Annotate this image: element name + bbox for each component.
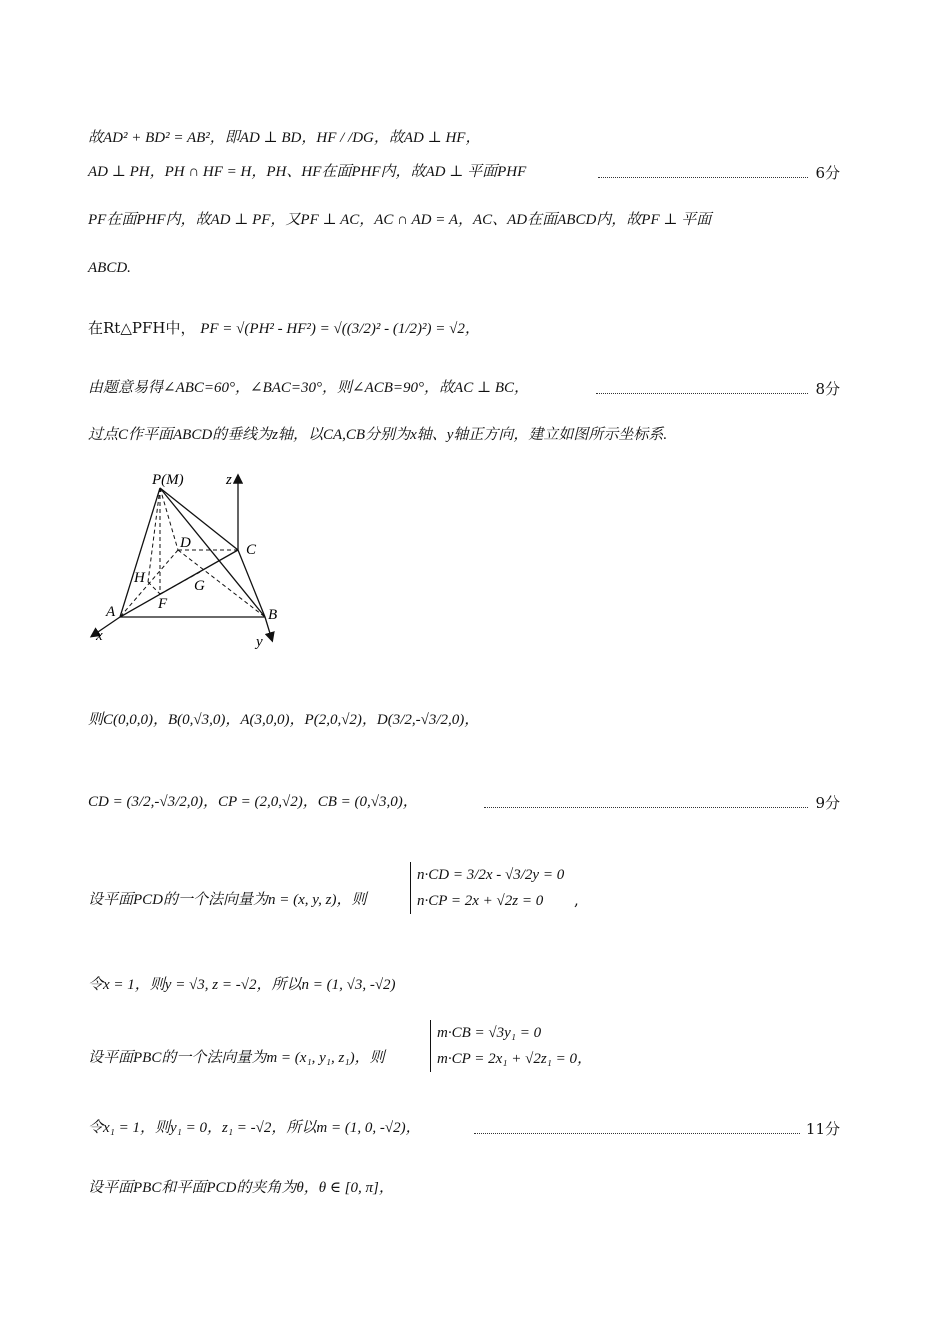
system-pbc-eq2: m·CP = 2x₁ + √2z₁ = 0，: [437, 1051, 593, 1067]
proof-line-1: 故AD² + BD² = AB²，即AD ⊥ BD，HF / /DG，故AD ⊥ HF，: [88, 130, 481, 146]
score-8: 8分: [815, 380, 840, 398]
line-5-formula: PF = √(PH² - HF²) = √((3/2)² - (1/2)²) = √2，: [200, 321, 480, 337]
edge-PC: [160, 488, 238, 550]
leader-dots-6: [598, 177, 808, 178]
proof-line-14: 设平面PBC和平面PCD的夹角为θ，θ ∈ [0, π]，: [88, 1180, 394, 1196]
line-10-prefix: 设平面PCD的一个法向量为n = (x, y, z)，则: [88, 892, 367, 908]
line-5-prefix: 在Rt△PFH中，: [88, 319, 196, 337]
system-pbc-eq1: m·CB = √3y₁ = 0: [437, 1025, 542, 1041]
proof-line-5: [88, 318, 838, 339]
label-F: F: [158, 596, 168, 612]
label-z: z: [226, 472, 232, 488]
label-y: y: [256, 634, 263, 650]
system-pbc: [430, 1020, 592, 1072]
line-12-prefix: 设平面PBC的一个法向量为m = (x₁, y₁, z₁)，则: [88, 1050, 385, 1066]
system-pcd: [410, 862, 564, 914]
label-P: P(M): [152, 472, 184, 488]
proof-line-7: 过点C作平面ABCD的垂线为z轴，以CA,CB分别为x轴、y轴正方向，建立如图所示坐标系.: [88, 427, 668, 443]
proof-line-4: ABCD.: [88, 260, 131, 276]
leader-dots-9: [484, 807, 808, 808]
proof-line-2: AD ⊥ PH，PH ∩ HF = H，PH、HF在面PHF内，故AD ⊥ 平面PHF: [88, 164, 527, 180]
proof-line-12: [88, 1020, 838, 1080]
edge-HF: [148, 582, 160, 594]
score-6: 6分: [815, 164, 840, 182]
edge-PH: [148, 488, 160, 582]
pyramid-figure: [80, 462, 300, 657]
proof-line-6: 由题意易得∠ABC=60°，∠BAC=30°，则∠ACB=90°，故AC ⊥ BC，: [88, 380, 529, 396]
label-C: C: [246, 542, 257, 558]
proof-line-9: CD = (3/2,-√3/2,0)，CP = (2,0,√2)，CB = (0,√3,0)，: [88, 794, 418, 810]
label-A: A: [106, 604, 116, 620]
score-11: 11分: [805, 1120, 840, 1138]
proof-line-8: 则C(0,0,0)，B(0,√3,0)，A(3,0,0)，P(2,0,√2)，D(3/2,-√3/2,0)，: [88, 712, 480, 728]
label-H: H: [134, 570, 145, 586]
leader-dots-11: [474, 1133, 800, 1134]
label-B: B: [268, 607, 278, 623]
system-pcd-eq1: n·CD = 3/2x - √3/2y = 0: [417, 867, 565, 883]
leader-dots-8: [596, 393, 808, 394]
proof-line-11: 令x = 1，则y = √3, z = -√2，所以n = (1, √3, -√2): [88, 977, 396, 993]
line-10-comma: ,: [574, 891, 579, 909]
label-D: D: [180, 535, 191, 551]
score-9: 9分: [815, 794, 840, 812]
label-G: G: [194, 578, 205, 594]
system-pcd-eq2: n·CP = 2x + √2z = 0: [417, 893, 544, 909]
proof-line-10: [88, 862, 838, 922]
edge-PD: [160, 488, 178, 550]
proof-line-13: 令x₁ = 1，则y₁ = 0，z₁ = -√2，所以m = (1, 0, -√2)，: [88, 1120, 421, 1136]
label-x: x: [96, 628, 103, 644]
proof-line-3: PF在面PHF内，故AD ⊥ PF，又PF ⊥ AC，AC ∩ AD = A，AC、AD在面ABCD内，故PF ⊥ 平面: [88, 212, 712, 228]
